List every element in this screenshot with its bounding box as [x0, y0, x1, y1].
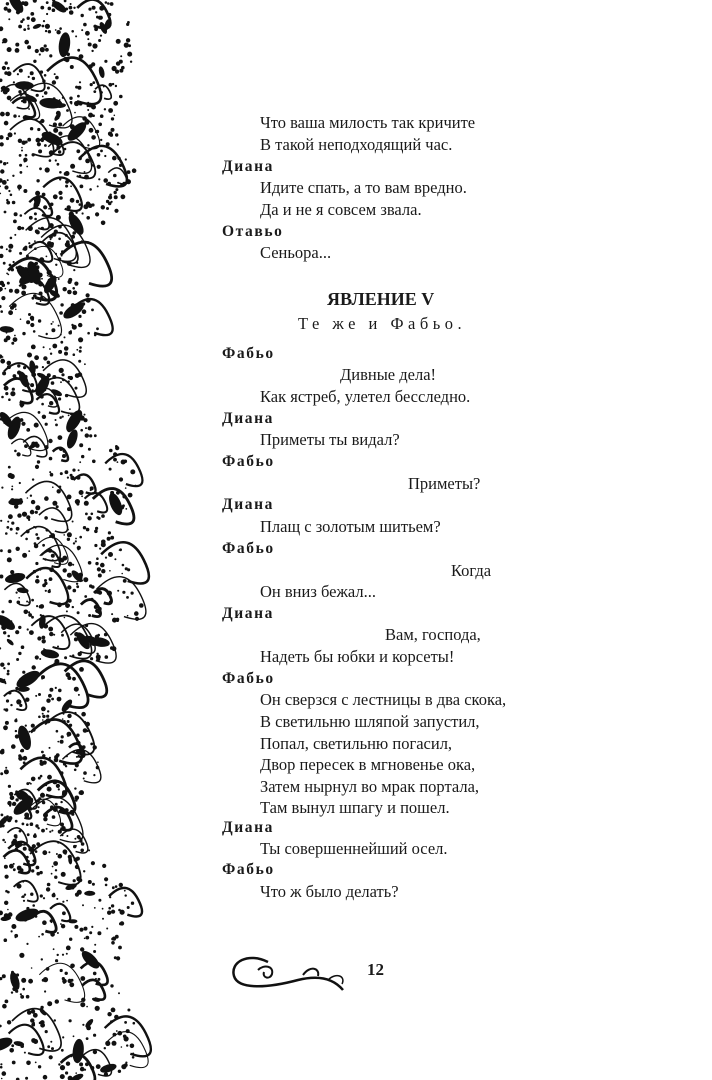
speaker-name: Фабьо — [222, 453, 275, 470]
speaker-name: Диана — [222, 496, 275, 513]
speaker-name: Диана — [222, 819, 275, 836]
dialogue-line: Идите спать, а то вам вредно. — [260, 178, 467, 197]
speaker-name: Фабьо — [222, 540, 275, 557]
floral-ornament-border — [0, 0, 170, 1080]
dialogue-line: Приметы? — [408, 474, 481, 493]
dialogue-line: Он вниз бежал... — [260, 582, 376, 601]
speaker-name: Диана — [222, 410, 275, 427]
page-number: 12 — [367, 960, 384, 979]
dialogue-line: Затем нырнул во мрак портала, — [260, 777, 480, 796]
speaker-name: Фабьо — [222, 861, 275, 878]
speaker-name: Диана — [222, 158, 275, 175]
dialogue-line: Дивные дела! — [340, 365, 437, 384]
scene-heading: ЯВЛЕНИЕ V — [327, 289, 435, 309]
dialogue-line: Приметы ты видал? — [260, 430, 400, 449]
flourish-ornament — [228, 950, 358, 1000]
dialogue-line: Там вынул шпагу и пошел. — [260, 798, 450, 817]
dialogue-line: Сеньора... — [260, 243, 332, 262]
dialogue-line: Когда — [451, 561, 492, 580]
dialogue-line: Плащ с золотым шитьем? — [260, 517, 441, 536]
speaker-name: Отавьо — [222, 223, 284, 240]
dialogue-line: Как ястреб, улетел бесследно. — [260, 387, 471, 406]
speaker-name: Фабьо — [222, 345, 275, 362]
dialogue-line: Он сверзся с лестницы в два скока, — [260, 690, 507, 709]
dialogue-line: В светильню шляпой запустил, — [260, 712, 480, 731]
dialogue-line: Ты совершеннейший осел. — [260, 839, 448, 858]
dialogue-line: Попал, светильню погасил, — [260, 734, 453, 753]
scene-subtitle: Те же и Фабьо. — [298, 314, 467, 333]
dialogue-line: Что ж было делать? — [260, 882, 399, 901]
dialogue-line: Да и не я совсем звала. — [260, 200, 422, 219]
speaker-name: Диана — [222, 605, 275, 622]
dialogue-line: Вам, господа, — [385, 625, 481, 644]
dialogue-line: В такой неподходящий час. — [260, 135, 453, 154]
dialogue-line: Двор пересек в мгновенье ока, — [260, 755, 476, 774]
dialogue-line: Что ваша милость так кричите — [260, 113, 476, 132]
speaker-name: Фабьо — [222, 670, 275, 687]
dialogue-line: Надеть бы юбки и корсеты! — [260, 647, 455, 666]
